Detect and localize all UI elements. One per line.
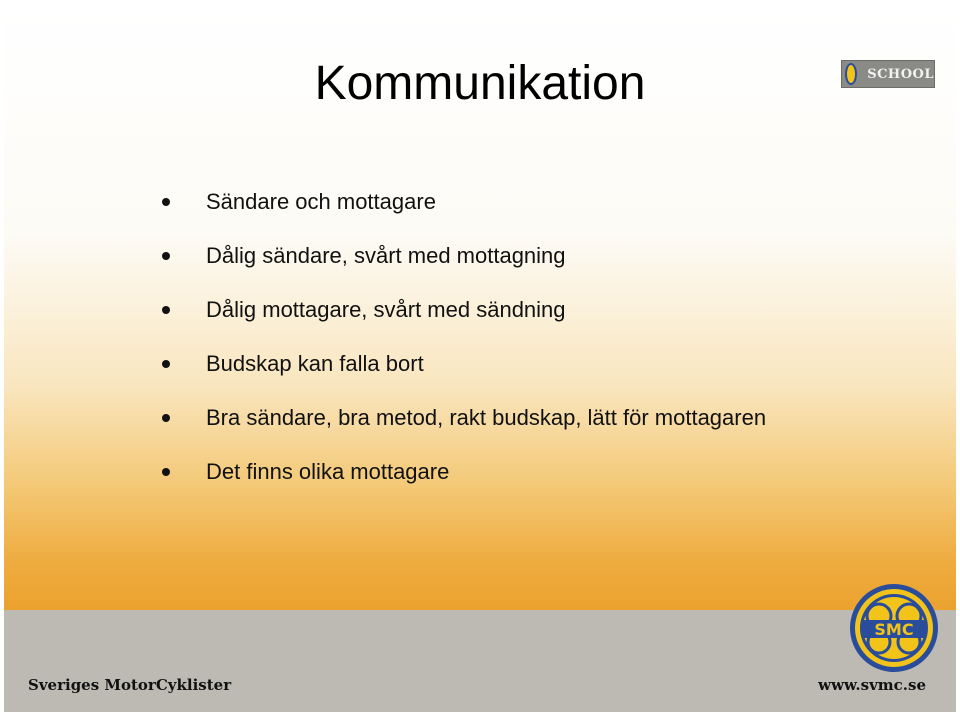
bullet-text: Det finns olika mottagare xyxy=(206,459,450,484)
slide-title: Kommunikation xyxy=(314,57,646,110)
footer-band xyxy=(4,610,956,712)
school-badge-text: SCHOOL xyxy=(867,66,934,82)
bullet-dot-icon xyxy=(162,414,170,422)
bullet-dot-icon xyxy=(162,306,170,314)
footer-website-link[interactable]: www.svmc.se xyxy=(818,676,926,694)
bullet-text: Sändare och mottagare xyxy=(206,189,436,214)
slide xyxy=(4,4,956,712)
bullet-text: Dålig sändare, svårt med mottagning xyxy=(206,243,566,268)
footer-brand-name: Sveriges MotorCyklister xyxy=(28,676,232,694)
bullet-text: Dålig mottagare, svårt med sändning xyxy=(206,297,566,322)
smc-emblem-icon xyxy=(848,582,940,674)
bullet-text: Bra sändare, bra metod, rakt budskap, lätt för mottagaren xyxy=(206,405,767,430)
bullet-dot-icon xyxy=(162,252,170,260)
bullet-dot-icon xyxy=(162,198,170,206)
bullet-dot-icon xyxy=(162,468,170,476)
school-badge xyxy=(841,60,935,88)
bullet-dot-icon xyxy=(162,360,170,368)
svg-text:SMC: SMC xyxy=(874,620,914,639)
smc-mini-logo-icon xyxy=(845,63,857,85)
bullet-text: Budskap kan falla bort xyxy=(206,351,424,376)
